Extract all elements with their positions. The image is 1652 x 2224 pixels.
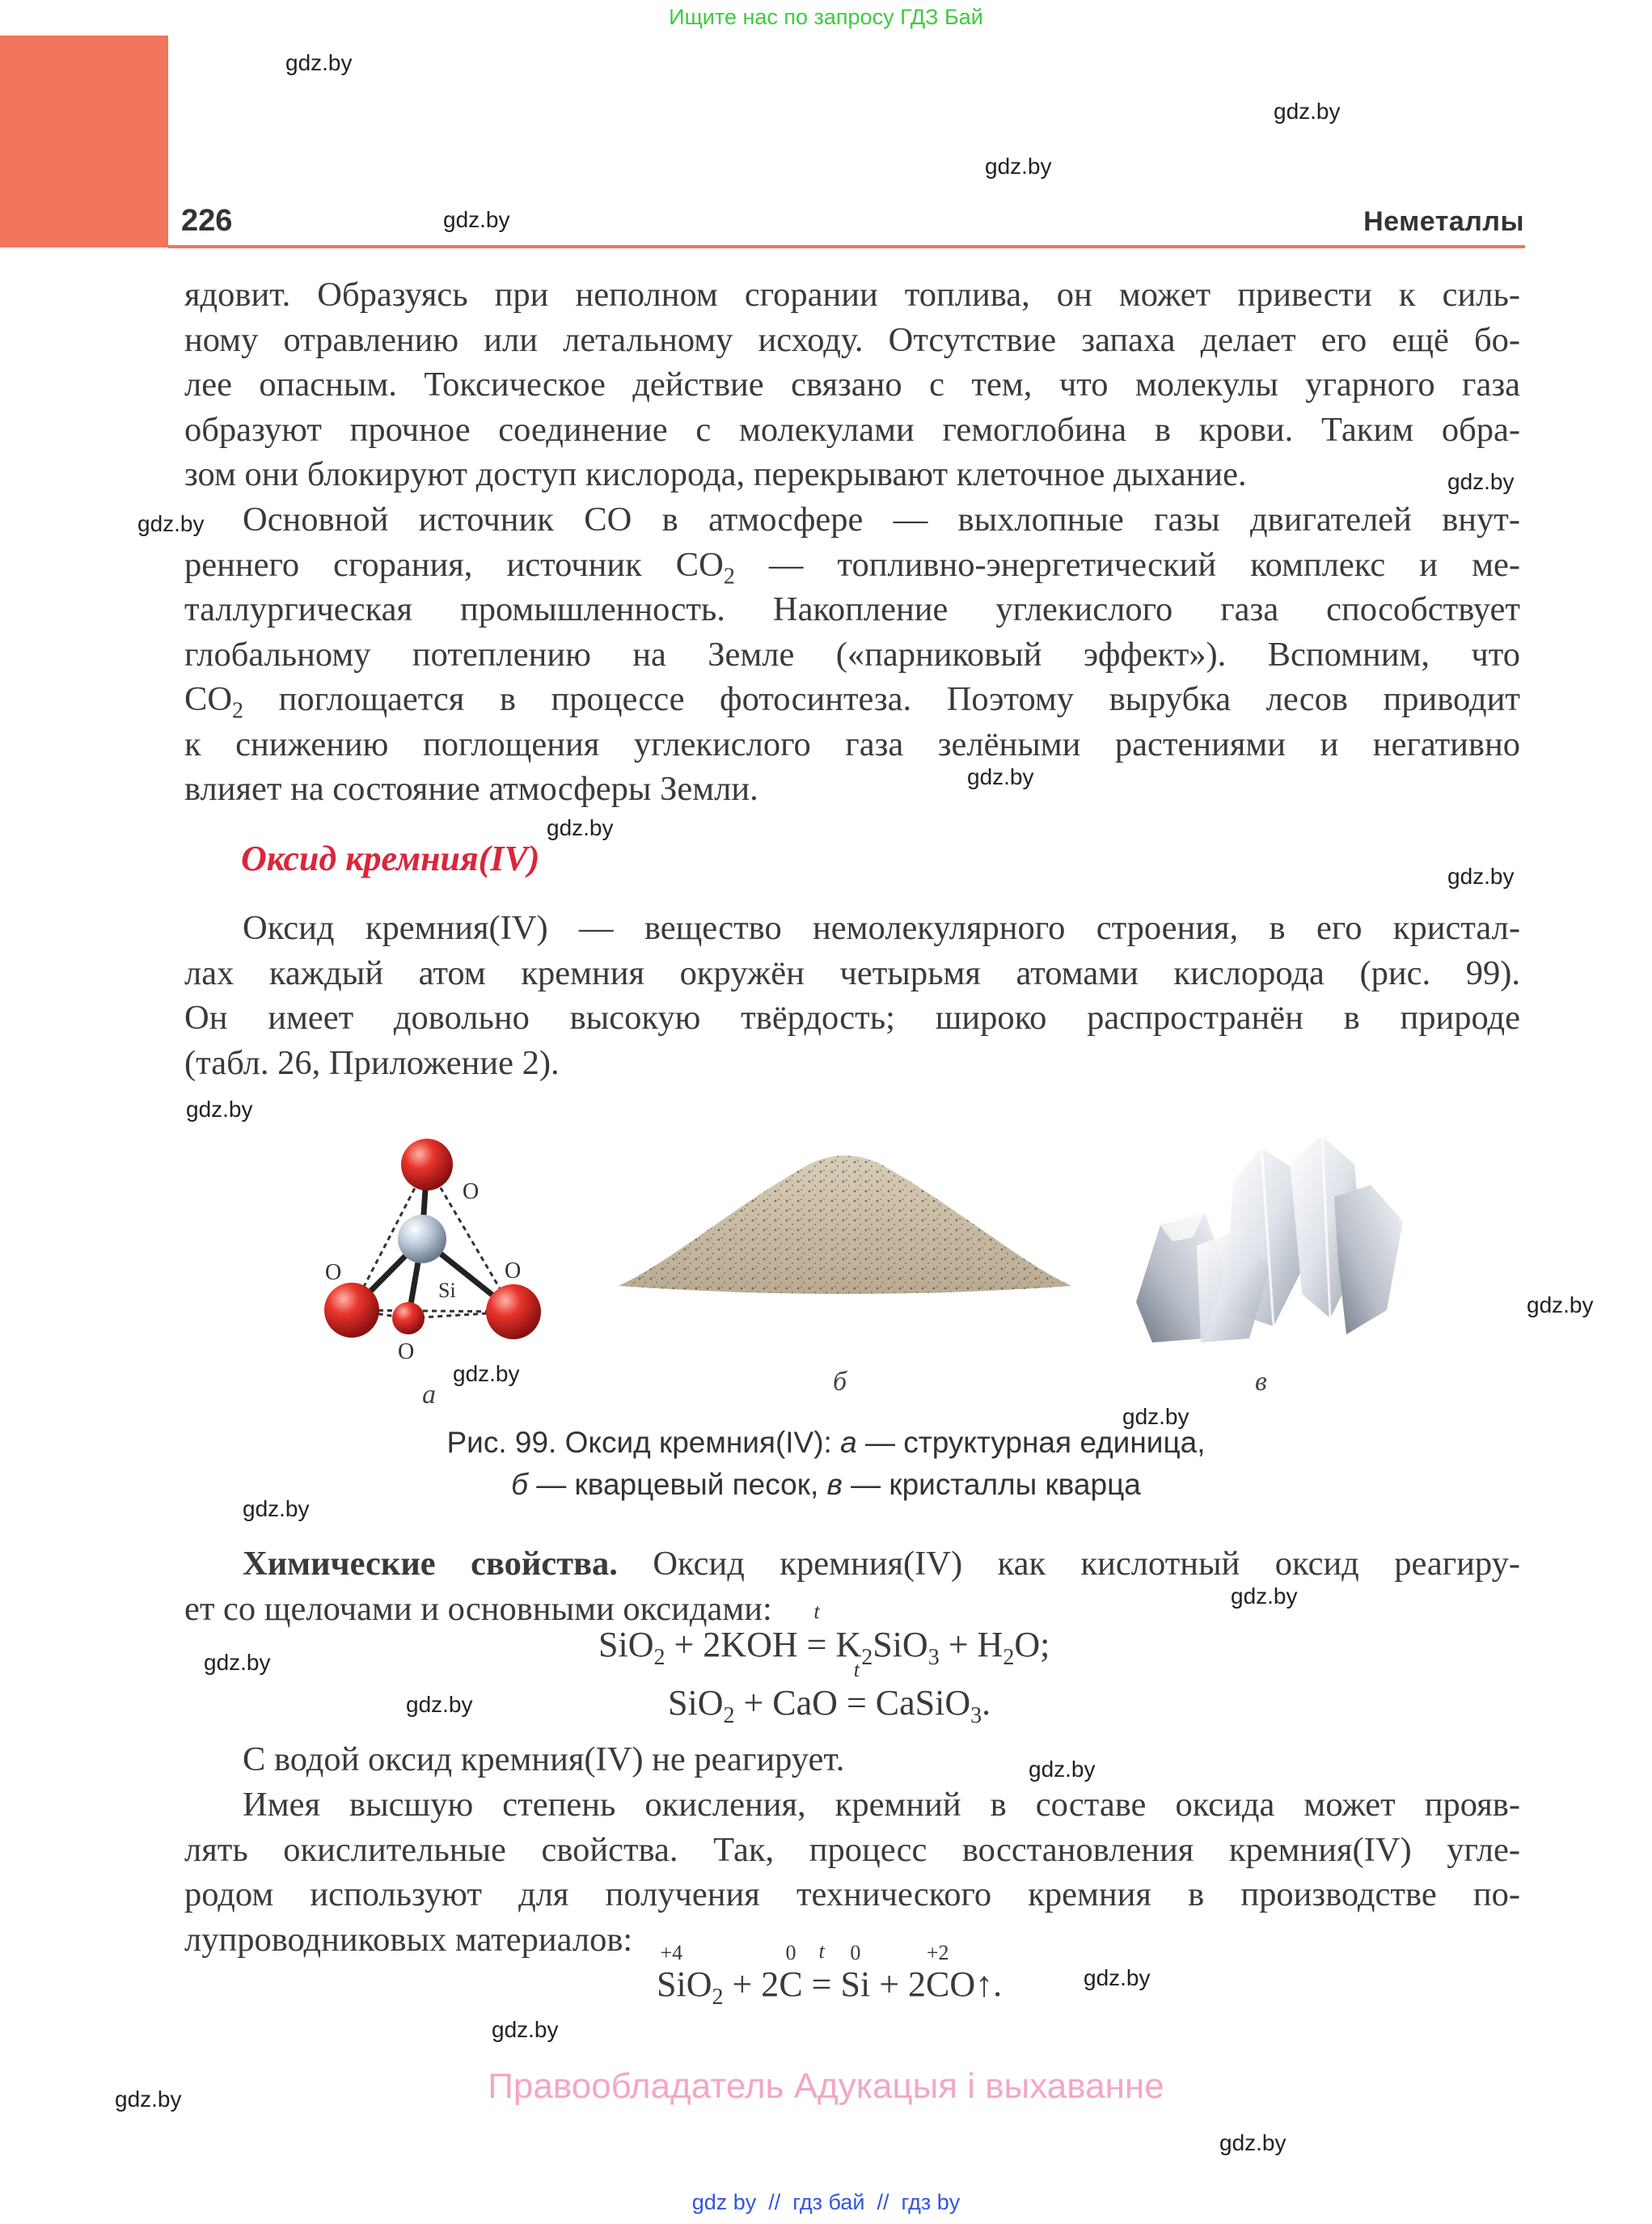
text-line: образуют прочное соединение с молекулами гемоглобина в крови. Таким обра- xyxy=(184,410,1520,449)
text-line: ному отравлению или летальному исходу. Отсутствие запаха делает его ещё бо- xyxy=(184,320,1520,359)
eq-term: SiO xyxy=(668,1683,724,1723)
eq-oxidized-element xyxy=(926,1941,950,2005)
eq-term: Si xyxy=(657,1964,687,2004)
eq-oxidized-element xyxy=(840,1941,871,2005)
eq-oxidized-element xyxy=(779,1941,803,2005)
text-line: к снижению поглощения углекислого газа зелёными растениями и негативно xyxy=(184,725,1520,763)
paragraph-co-toxicity xyxy=(184,273,1520,497)
paragraph-chemical-properties xyxy=(184,1541,1520,1631)
text-line: глобальному потеплению на Земле («парниковый эффект»). Вспомним, что xyxy=(184,635,1520,674)
watermark: gdz.by xyxy=(967,764,1034,789)
watermark: gdz.by xyxy=(204,1650,271,1675)
watermark: gdz.by xyxy=(1122,1404,1189,1429)
eq-term: + 2KOH xyxy=(665,1625,807,1664)
eq-condition: t xyxy=(813,1600,820,1623)
figure-label-a: а xyxy=(422,1380,436,1410)
watermark: gdz.by xyxy=(985,154,1052,179)
text-line: лупроводниковых материалов: xyxy=(184,1920,633,1959)
top-banner: Ищите нас по запросу ГДЗ Бай xyxy=(669,5,983,29)
silicon-atom xyxy=(398,1215,446,1263)
eq-oxidation-state: 0 xyxy=(785,1941,796,1964)
watermark: gdz.by xyxy=(492,2017,559,2042)
subscript: 2 xyxy=(723,564,735,587)
eq-term: C xyxy=(779,1964,803,2004)
eq-subscript: 2 xyxy=(861,1644,873,1670)
paragraph-oxidizing xyxy=(184,1782,1520,1962)
text-line: (табл. 26, Приложение 2). xyxy=(184,1043,560,1082)
watermark: gdz.by xyxy=(443,207,510,232)
watermark: gdz.by xyxy=(1029,1757,1096,1782)
header-rule xyxy=(168,245,1525,248)
caption-text: — кварцевый песок, xyxy=(527,1468,827,1501)
oxygen-atom xyxy=(486,1284,541,1339)
eq-term: . xyxy=(982,1683,991,1723)
watermark: gdz.by xyxy=(547,815,614,840)
watermark: gdz.by xyxy=(406,1692,473,1717)
text-line: Он имеет довольно высокую твёрдость; широко распространён в природе xyxy=(184,999,1520,1037)
watermark: gdz.by xyxy=(1527,1292,1594,1317)
eq-oxidation-state: +2 xyxy=(926,1941,949,1964)
caption-text: — кристаллы кварца xyxy=(842,1468,1141,1501)
bold-lead: Химические свойства. xyxy=(243,1545,618,1583)
watermark: gdz.by xyxy=(1219,2130,1287,2155)
eq-condition: t xyxy=(853,1658,860,1681)
eq-term: + 2 xyxy=(870,1964,927,2004)
eq-term: + H xyxy=(939,1625,1003,1664)
text-line: Оксид кремния(IV) — вещество немолекулярного строения, в его кристал- xyxy=(243,909,1520,947)
atom-label-o: O xyxy=(398,1339,415,1364)
eq-term: Si xyxy=(840,1964,871,2004)
eq-term: ↑. xyxy=(975,1964,1003,2004)
sio2-tetrahedron-diagram xyxy=(307,1124,566,1367)
text-line: лее опасным. Токсическое действие связано с тем, что молекулы угарного газа xyxy=(184,366,1520,404)
eq-sign: = xyxy=(811,1964,832,2004)
oxygen-atom xyxy=(324,1283,379,1338)
watermark: gdz.by xyxy=(285,50,353,75)
text-fragment: CO xyxy=(184,680,233,718)
watermark: gdz.by xyxy=(243,1496,310,1521)
subsection-heading: Оксид кремния(IV) xyxy=(241,839,540,878)
eq-oxidation-state: 0 xyxy=(850,1941,861,1964)
paragraph-water xyxy=(184,1737,1520,1782)
text-fragment: поглощается в процессе фотосинтеза. Поэтому вырубка лесов приводит xyxy=(243,680,1520,718)
figure-label-c: в xyxy=(1255,1367,1267,1397)
eq-term: + CaO xyxy=(734,1683,847,1723)
eq-term: O xyxy=(949,1964,976,2004)
text-line: Имея высшую степень окисления, кремний в составе оксида может прояв- xyxy=(243,1786,1520,1824)
quartz-sand-image xyxy=(615,1140,1075,1302)
atom-label-o: O xyxy=(505,1258,522,1283)
watermark: gdz.by xyxy=(115,2087,182,2112)
caption-letter: б xyxy=(511,1468,528,1501)
caption-text: Рис. 99. Оксид кремния(IV): xyxy=(446,1426,841,1459)
eq-term: O xyxy=(686,1964,712,2004)
eq-oxidation-state: +4 xyxy=(660,1941,683,1964)
watermark: gdz.by xyxy=(1231,1583,1298,1609)
text-line xyxy=(184,1541,1520,1587)
watermark: gdz.by xyxy=(1447,864,1515,889)
eq-condition: t xyxy=(818,1939,825,1963)
text-line: влияет на состояние атмосферы Земли. xyxy=(184,770,758,808)
watermark: gdz.by xyxy=(137,511,205,536)
caption-line xyxy=(0,1422,1652,1464)
text-line: лах каждый атом кремния окружён четырьмя атомами кислорода (рис. 99). xyxy=(184,953,1520,992)
quartz-crystals-image xyxy=(1128,1132,1419,1351)
section-title: Неметаллы xyxy=(1363,206,1524,237)
atom-label-o: O xyxy=(325,1260,342,1285)
eq-sign: = xyxy=(806,1625,827,1664)
text-line: С водой оксид кремния(IV) не реагирует. xyxy=(243,1740,845,1778)
text-line: зом они блокируют доступ кислорода, перекрывают клеточное дыхание. xyxy=(184,455,1247,493)
equation-sio2-cao xyxy=(668,1658,991,1729)
watermark: gdz.by xyxy=(1084,1965,1151,1990)
eq-term: CaSiO xyxy=(866,1683,971,1723)
text-fragment: — топливно-энергетический комплекс и ме- xyxy=(734,545,1520,584)
eq-term: SiO xyxy=(598,1625,654,1664)
eq-heat-equals xyxy=(846,1658,867,1723)
eq-oxidized-element xyxy=(657,1941,687,2005)
eq-subscript: 2 xyxy=(1003,1644,1015,1670)
copyright-footer: Правообладатель Адукацыя і выхаванне xyxy=(488,2066,1164,2106)
text-line xyxy=(184,543,1520,588)
eq-subscript: 2 xyxy=(712,1984,724,2010)
eq-term: SiO xyxy=(872,1625,928,1664)
eq-heat-equals xyxy=(806,1600,827,1665)
text-line: Основной источник CO в атмосфере — выхлопные газы двигателей внут- xyxy=(243,501,1520,539)
subscript: 2 xyxy=(232,698,244,722)
atom-label-si: Si xyxy=(438,1279,456,1302)
caption-text: — структурная единица, xyxy=(856,1426,1206,1459)
oxygen-atom xyxy=(392,1302,425,1334)
eq-heat-equals xyxy=(811,1939,832,2005)
eq-term: C xyxy=(926,1964,950,2004)
caption-letter: а xyxy=(840,1426,857,1459)
eq-subscript: 3 xyxy=(927,1644,940,1670)
text-fragment: Оксид кремния(IV) как кислотный оксид реагиру- xyxy=(617,1545,1520,1583)
eq-term: O; xyxy=(1014,1625,1050,1664)
bottom-links[interactable]: gdz by // гдз бай // гдз by xyxy=(691,2190,961,2214)
watermark: gdz.by xyxy=(453,1361,520,1386)
text-line: ет со щелочами и основными оксидами: xyxy=(184,1589,772,1628)
watermark: gdz.by xyxy=(1447,469,1515,494)
watermark: gdz.by xyxy=(186,1097,253,1122)
caption-line xyxy=(0,1464,1652,1506)
page-corner-block xyxy=(0,36,168,247)
text-line xyxy=(184,677,1520,722)
figure-label-b: б xyxy=(833,1367,847,1397)
oxygen-atom xyxy=(401,1139,453,1190)
watermark: gdz.by xyxy=(1274,99,1341,124)
text-line: таллургическая промышленность. Накопление углекислого газа способствует xyxy=(184,590,1520,628)
paragraph-sio2-structure xyxy=(184,906,1520,1085)
atom-label-o: O xyxy=(463,1179,480,1204)
eq-subscript: 2 xyxy=(653,1644,665,1670)
equation-sio2-carbon xyxy=(657,1939,1003,2010)
text-fragment: реннего сгорания, источник CO xyxy=(184,545,724,584)
paragraph-co-sources xyxy=(184,497,1520,812)
text-line: ядовит. Образуясь при неполном сгорании топлива, он может привести к силь- xyxy=(184,276,1520,314)
text-line: родом используют для получения технического кремния в производстве по- xyxy=(184,1875,1520,1913)
eq-subscript: 3 xyxy=(970,1702,982,1728)
eq-subscript: 2 xyxy=(723,1702,735,1728)
figure-caption xyxy=(0,1422,1652,1506)
eq-term: + 2 xyxy=(723,1964,780,2004)
caption-letter: в xyxy=(826,1468,843,1501)
text-line: лять окислительные свойства. Так, процесс восстановления кремния(IV) угле- xyxy=(184,1830,1520,1869)
eq-term: K xyxy=(826,1625,862,1664)
page-number: 226 xyxy=(181,204,233,238)
eq-sign: = xyxy=(846,1683,867,1723)
equation-sio2-koh xyxy=(598,1600,1050,1671)
